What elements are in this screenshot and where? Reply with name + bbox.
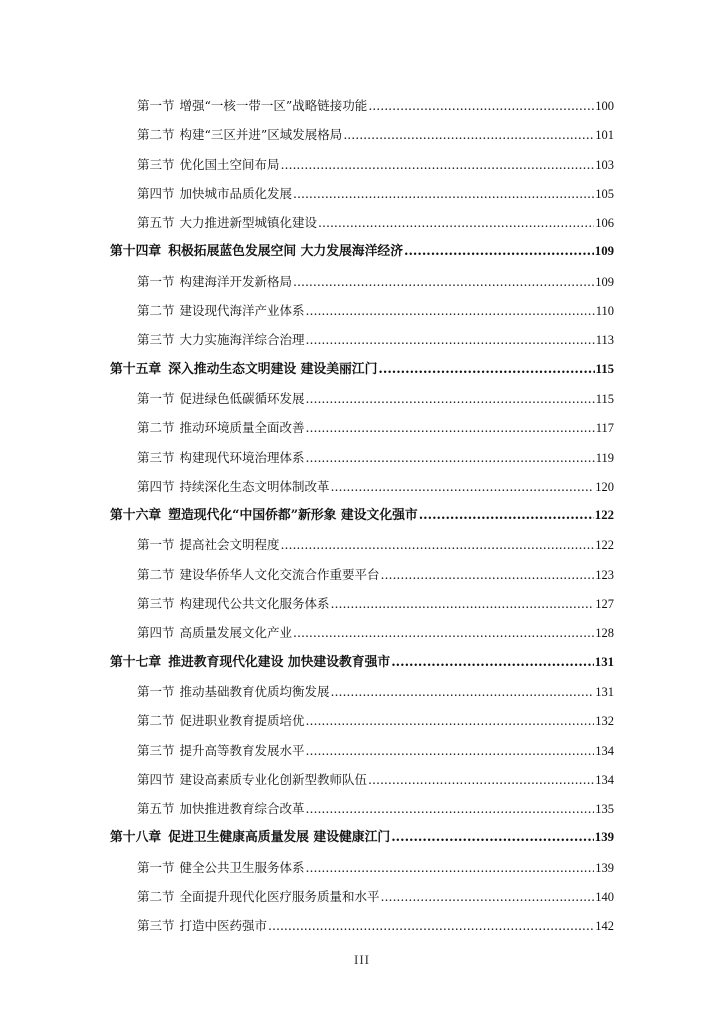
dot-leader <box>378 355 594 384</box>
toc-entry-number: 第三节 <box>137 156 175 172</box>
toc-entry-label <box>137 179 292 208</box>
toc-chapter-entry[interactable] <box>0 648 724 677</box>
toc-entry-number: 第五节 <box>137 801 175 817</box>
toc-entry-page-number: 123 <box>595 567 614 582</box>
toc-entry-title: 构建“三区并进”区域发展格局 <box>179 127 343 143</box>
toc-entry-page-number: 109 <box>595 274 614 289</box>
toc-entry-title: 构建现代公共文化服务体系 <box>179 596 330 612</box>
toc-section-entry[interactable] <box>0 618 724 647</box>
toc-entry-title: 持续深化生态文明体制改革 <box>179 478 330 494</box>
dot-leader <box>318 208 594 237</box>
toc-entry-page-number: 109 <box>594 244 614 259</box>
toc-entry-number: 第十四章 <box>110 244 162 260</box>
toc-entry-title: 建设华侨华人文化交流合作重要平台 <box>179 566 380 582</box>
toc-entry-title: 全面提升现代化医疗服务质量和水平 <box>179 889 380 905</box>
dot-leader <box>281 530 595 559</box>
dot-leader <box>419 501 594 530</box>
toc-section-entry[interactable] <box>0 413 724 442</box>
dot-leader <box>331 472 595 501</box>
toc-entry-page-number: 127 <box>595 597 614 612</box>
dot-leader <box>331 677 595 706</box>
toc-entry-title: 大力实施海洋综合治理 <box>179 332 305 348</box>
toc-chapter-entry[interactable] <box>0 355 724 384</box>
toc-entry-title: 塑造现代化“中国侨都”新形象 建设文化强市 <box>168 508 418 524</box>
toc-entry-page-number: 100 <box>595 99 614 113</box>
toc-section-entry[interactable] <box>0 120 724 149</box>
toc-entry-number: 第三节 <box>137 449 175 465</box>
toc-entry-number: 第三节 <box>137 742 175 758</box>
toc-entry-label <box>110 648 390 677</box>
toc-section-entry[interactable] <box>0 150 724 179</box>
toc-entry-page-number: 134 <box>595 743 614 758</box>
toc-entry-number: 第十七章 <box>110 654 162 670</box>
dot-leader <box>368 91 594 120</box>
toc-section-entry[interactable] <box>0 765 724 794</box>
toc-section-entry[interactable] <box>0 384 724 413</box>
toc-section-entry[interactable] <box>0 560 724 589</box>
toc-entry-number: 第二节 <box>137 127 175 143</box>
toc-entry-label <box>137 911 267 940</box>
toc-entry-page-number: 135 <box>595 802 614 817</box>
page-number-footer: III <box>354 952 370 967</box>
toc-entry-title: 提高社会文明程度 <box>179 537 280 553</box>
toc-section-entry[interactable] <box>0 882 724 911</box>
toc-entry-page-number: 131 <box>594 654 614 669</box>
toc-entry-page-number: 134 <box>595 772 614 787</box>
toc-entry-label <box>137 706 305 735</box>
toc-entry-title: 促进卫生健康高质量发展 建设健康江门 <box>168 830 391 846</box>
dot-leader <box>268 911 594 940</box>
dot-leader <box>306 853 595 882</box>
toc-section-entry[interactable] <box>0 589 724 618</box>
toc-entry-label <box>137 384 305 413</box>
toc-entry-label <box>137 413 305 442</box>
toc-entry-title: 优化国土空间布局 <box>179 156 280 172</box>
toc-entry-label <box>137 765 367 794</box>
toc-entry-page-number: 117 <box>595 421 614 436</box>
dot-leader <box>381 560 595 589</box>
toc-entry-number: 第四节 <box>137 478 175 494</box>
toc-entry-label <box>137 530 280 559</box>
toc-section-entry[interactable] <box>0 530 724 559</box>
toc-entry-page-number: 139 <box>595 860 614 875</box>
toc-section-entry[interactable] <box>0 706 724 735</box>
dot-leader <box>306 384 595 413</box>
toc-entry-label <box>110 823 390 852</box>
toc-entry-number: 第一节 <box>137 390 175 406</box>
toc-entry-number: 第五节 <box>137 215 175 231</box>
toc-section-entry[interactable] <box>0 179 724 208</box>
toc-chapter-entry[interactable] <box>0 823 724 852</box>
toc-entry-title: 积极拓展蓝色发展空间 大力发展海洋经济 <box>168 244 403 260</box>
toc-section-entry[interactable] <box>0 677 724 706</box>
dot-leader <box>293 267 594 296</box>
dot-leader <box>343 120 594 149</box>
toc-entry-title: 推进教育现代化建设 加快建设教育强市 <box>168 654 391 670</box>
toc-entry-label <box>137 472 330 501</box>
toc-entry-title: 增强“一核一带一区”战略链接功能 <box>179 98 368 113</box>
toc-entry-title: 提升高等教育发展水平 <box>179 742 305 758</box>
dot-leader <box>293 179 594 208</box>
toc-entry-number: 第三节 <box>137 332 175 348</box>
toc-entry-page-number: 142 <box>595 919 614 934</box>
toc-entry-page-number: 103 <box>595 157 614 172</box>
toc-entry-label <box>137 589 330 618</box>
toc-entry-label <box>137 443 305 472</box>
toc-entry-label <box>137 91 367 120</box>
toc-entry-page-number: 122 <box>594 508 614 523</box>
toc-entry-label <box>137 150 280 179</box>
toc-entry-number: 第四节 <box>137 185 175 201</box>
toc-entry-label <box>137 120 342 149</box>
toc-section-entry[interactable] <box>0 208 724 237</box>
toc-entry-label <box>110 501 418 530</box>
toc-entry-number: 第一节 <box>137 537 175 553</box>
toc-section-entry[interactable] <box>0 325 724 354</box>
toc-entry-label <box>137 677 330 706</box>
table-of-contents <box>0 91 724 941</box>
toc-entry-title: 深入推动生态文明建设 建设美丽江门 <box>168 361 378 377</box>
dot-leader <box>404 237 594 266</box>
toc-entry-page-number: 106 <box>595 216 614 231</box>
toc-section-entry[interactable] <box>0 853 724 882</box>
toc-entry-number: 第二节 <box>137 420 175 436</box>
toc-entry-label <box>137 267 292 296</box>
toc-entry-page-number: 119 <box>595 450 614 465</box>
toc-entry-page-number: 105 <box>595 186 614 201</box>
dot-leader <box>306 443 595 472</box>
toc-section-entry[interactable] <box>0 794 724 823</box>
toc-entry-label <box>137 560 380 589</box>
toc-entry-label <box>137 853 305 882</box>
toc-entry-number: 第三节 <box>137 596 175 612</box>
toc-entry-title: 加快城市品质化发展 <box>179 185 293 201</box>
toc-entry-number: 第三节 <box>137 918 175 934</box>
toc-section-entry[interactable] <box>0 736 724 765</box>
toc-entry-number: 第十六章 <box>110 508 162 524</box>
dot-leader <box>293 618 594 647</box>
toc-entry-number: 第二节 <box>137 303 175 319</box>
toc-entry-page-number: 120 <box>595 479 614 494</box>
toc-entry-page-number: 101 <box>595 128 614 143</box>
dot-leader <box>306 706 595 735</box>
toc-entry-title: 打造中医药强市 <box>179 918 268 934</box>
dot-leader <box>306 413 595 442</box>
toc-entry-page-number: 113 <box>595 333 614 348</box>
toc-entry-label <box>137 618 292 647</box>
toc-entry-number: 第一节 <box>137 98 175 113</box>
toc-section-entry[interactable] <box>0 472 724 501</box>
toc-entry-label <box>137 794 305 823</box>
toc-entry-title: 加快推进教育综合改革 <box>179 801 305 817</box>
toc-entry-label <box>137 208 317 237</box>
toc-entry-number: 第二节 <box>137 889 175 905</box>
toc-section-entry[interactable] <box>0 443 724 472</box>
toc-chapter-entry[interactable] <box>0 501 724 530</box>
toc-entry-page-number: 139 <box>594 830 614 845</box>
toc-entry-number: 第四节 <box>137 625 175 641</box>
toc-entry-number: 第二节 <box>137 566 175 582</box>
toc-entry-title: 推动环境质量全面改善 <box>179 420 305 436</box>
toc-entry-number: 第一节 <box>137 683 175 699</box>
toc-entry-page-number: 115 <box>595 391 614 406</box>
toc-entry-title: 构建海洋开发新格局 <box>179 273 293 289</box>
toc-entry-label <box>137 882 380 911</box>
toc-entry-number: 第一节 <box>137 273 175 289</box>
dot-leader <box>368 765 594 794</box>
toc-entry-title: 建设高素质专业化创新型教师队伍 <box>179 771 368 787</box>
toc-entry-page-number: 131 <box>595 684 614 699</box>
dot-leader <box>306 794 595 823</box>
dot-leader <box>306 325 595 354</box>
dot-leader <box>306 736 595 765</box>
toc-section-entry[interactable] <box>0 267 724 296</box>
toc-entry-label <box>110 355 377 384</box>
toc-section-entry[interactable] <box>0 911 724 940</box>
toc-entry-number: 第一节 <box>137 859 175 875</box>
dot-leader <box>281 150 595 179</box>
toc-entry-title: 健全公共卫生服务体系 <box>179 859 305 875</box>
toc-entry-label <box>137 296 305 325</box>
toc-entry-page-number: 115 <box>595 361 614 376</box>
toc-entry-title: 促进绿色低碳循环发展 <box>179 390 305 406</box>
toc-entry-number: 第四节 <box>137 771 175 787</box>
toc-entry-number: 第二节 <box>137 713 175 729</box>
toc-chapter-entry[interactable] <box>0 237 724 266</box>
toc-entry-page-number: 140 <box>595 890 614 905</box>
toc-entry-label <box>137 325 305 354</box>
dot-leader <box>391 648 594 677</box>
toc-entry-title: 推动基础教育优质均衡发展 <box>179 683 330 699</box>
toc-entry-page-number: 122 <box>595 538 614 553</box>
toc-entry-label <box>110 237 403 266</box>
dot-leader <box>381 882 595 911</box>
toc-entry-title: 高质量发展文化产业 <box>179 625 293 641</box>
toc-entry-number: 第十八章 <box>110 830 162 846</box>
toc-entry-label <box>137 736 305 765</box>
dot-leader <box>331 589 595 618</box>
toc-entry-page-number: 110 <box>595 304 614 319</box>
toc-entry-page-number: 128 <box>595 626 614 641</box>
toc-entry-page-number: 132 <box>595 714 614 729</box>
toc-section-entry[interactable] <box>0 91 724 120</box>
toc-section-entry[interactable] <box>0 296 724 325</box>
toc-entry-title: 促进职业教育提质培优 <box>179 713 305 729</box>
dot-leader <box>306 296 595 325</box>
toc-entry-title: 大力推进新型城镇化建设 <box>179 215 318 231</box>
toc-entry-number: 第十五章 <box>110 361 162 377</box>
dot-leader <box>391 823 594 852</box>
toc-entry-title: 构建现代环境治理体系 <box>179 449 305 465</box>
toc-entry-title: 建设现代海洋产业体系 <box>179 303 305 319</box>
